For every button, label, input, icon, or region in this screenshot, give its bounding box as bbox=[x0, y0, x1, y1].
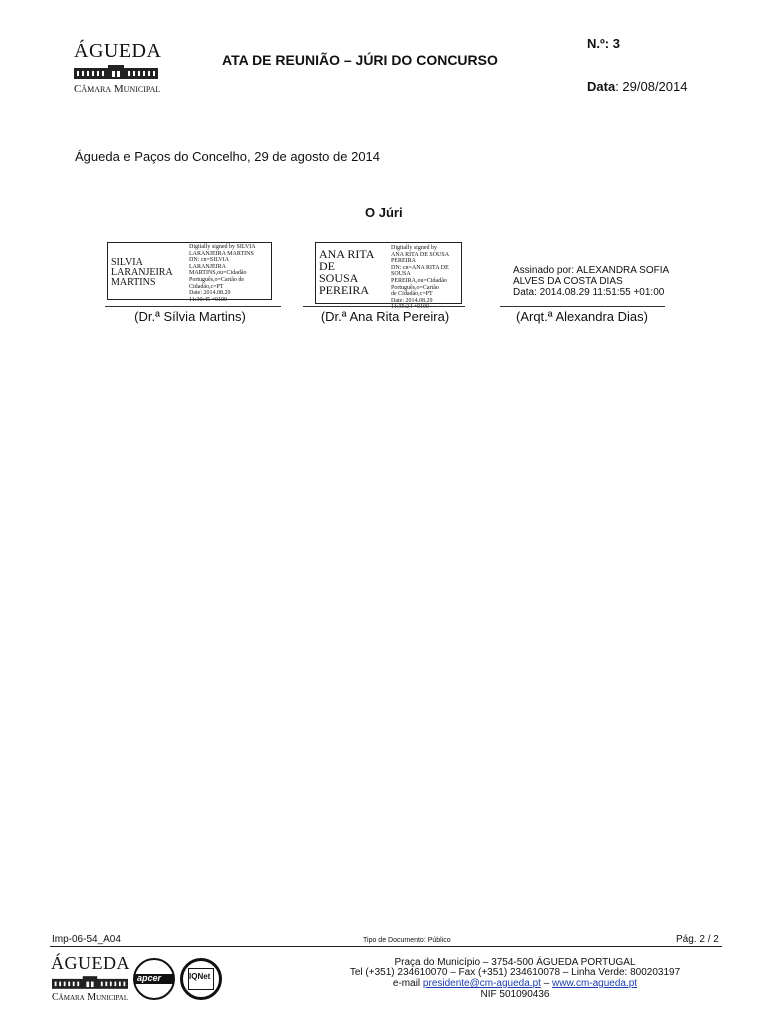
digital-signature-alexandra[interactable] bbox=[513, 265, 669, 298]
signer-name-line: SILVIA bbox=[111, 257, 143, 268]
header-logo bbox=[72, 40, 172, 98]
footer-nif: NIF 501090436 bbox=[480, 989, 550, 1000]
digital-signature-silvia[interactable] bbox=[107, 242, 272, 303]
logo-wordmark: ÁGUEDA bbox=[74, 40, 162, 62]
minutes-number bbox=[587, 36, 620, 51]
signature-line bbox=[500, 306, 665, 307]
date-label: Data bbox=[587, 79, 616, 94]
signature-line bbox=[303, 306, 465, 307]
signer-caption: (Dr.ª Ana Rita Pereira) bbox=[320, 309, 450, 324]
number-label: N.º: bbox=[587, 36, 610, 51]
place-and-date: Águeda e Paços do Concelho, 29 de agosto de 2014 bbox=[75, 149, 381, 164]
signer-name bbox=[111, 258, 173, 288]
date-value: : 29/08/2014 bbox=[615, 79, 688, 94]
website-link[interactable]: www.cm-agueda.pt bbox=[552, 978, 638, 989]
iqnet-certification-seal bbox=[180, 958, 222, 1000]
footer-address: Praça do Município – 3754-500 ÁGUEDA PORTUGAL bbox=[394, 957, 636, 968]
email-link[interactable]: presidente@cm-agueda.pt bbox=[422, 978, 541, 989]
signer-name-line: LARANJEIRA bbox=[111, 267, 173, 278]
page-number: Pág. 2 / 2 bbox=[676, 934, 719, 945]
signed-by-line: Assinado por: ALEXANDRA SOFIA bbox=[513, 265, 670, 276]
jury-heading: O Júri bbox=[365, 205, 403, 220]
signer-name-line: DE bbox=[319, 259, 335, 273]
footer-contacts bbox=[315, 978, 715, 989]
signature-line bbox=[105, 306, 281, 307]
email-separator: – bbox=[540, 978, 553, 989]
signer-caption: (Dr.ª Sílvia Martins) bbox=[134, 309, 246, 324]
signer-name-line: SOUSA bbox=[319, 271, 359, 285]
logo-wordmark: ÁGUEDA bbox=[51, 953, 130, 973]
document-type: Tipo de Documento: Público bbox=[363, 937, 451, 944]
signed-by-line: ALVES DA COSTA DIAS bbox=[513, 276, 623, 287]
signer-name-line: PEREIRA bbox=[319, 283, 370, 297]
logo-subtitle: Câmara Municipal bbox=[74, 83, 161, 95]
apcer-label: apcer bbox=[137, 973, 162, 983]
signer-caption: (Arqt.ª Alexandra Dias) bbox=[516, 309, 648, 324]
signature-details: Digitally signed by ANA RITA DE SOUSA PEREIRA DN: cn=ANA RITA DE SOUSA PEREIRA,ou=Cidadão Português,o=Cartão de Cidadão,c=PT Date: 2014.08.29 11:35:24 +0100 bbox=[391, 245, 450, 311]
iqnet-label: IQNet bbox=[189, 972, 211, 981]
signer-name bbox=[319, 248, 374, 296]
building-icon bbox=[74, 65, 158, 79]
footer-rule bbox=[50, 946, 722, 947]
building-icon bbox=[52, 976, 128, 989]
signer-name-line: ANA RITA bbox=[319, 247, 375, 261]
form-code: Imp-06-54_A04 bbox=[52, 934, 121, 945]
email-prefix: e-mail bbox=[392, 978, 423, 989]
logo-subtitle: Câmara Municipal bbox=[52, 992, 129, 1003]
meeting-date bbox=[587, 79, 687, 94]
digital-signature-ana-rita[interactable] bbox=[315, 242, 462, 311]
apcer-certification-seal bbox=[133, 958, 177, 998]
signer-name-line: MARTINS bbox=[111, 277, 156, 288]
number-value: 3 bbox=[612, 36, 620, 51]
signed-date-line: Data: 2014.08.29 11:51:55 +01:00 bbox=[513, 287, 665, 298]
footer-phones: Tel (+351) 234610070 – Fax (+351) 234610078 – Linha Verde: 800203197 bbox=[349, 967, 681, 978]
document-title: ATA DE REUNIÃO – JÚRI DO CONCURSO bbox=[222, 52, 498, 68]
signature-details: Digitally signed by SILVIA LARANJEIRA MARTINS DN: cn=SILVIA LARANJEIRA MARTINS,ou=Cidadão Português,o=Cartão de Cidadão,c=PT Date: 2014.08.29 11:30:45 +0100 bbox=[189, 244, 256, 303]
